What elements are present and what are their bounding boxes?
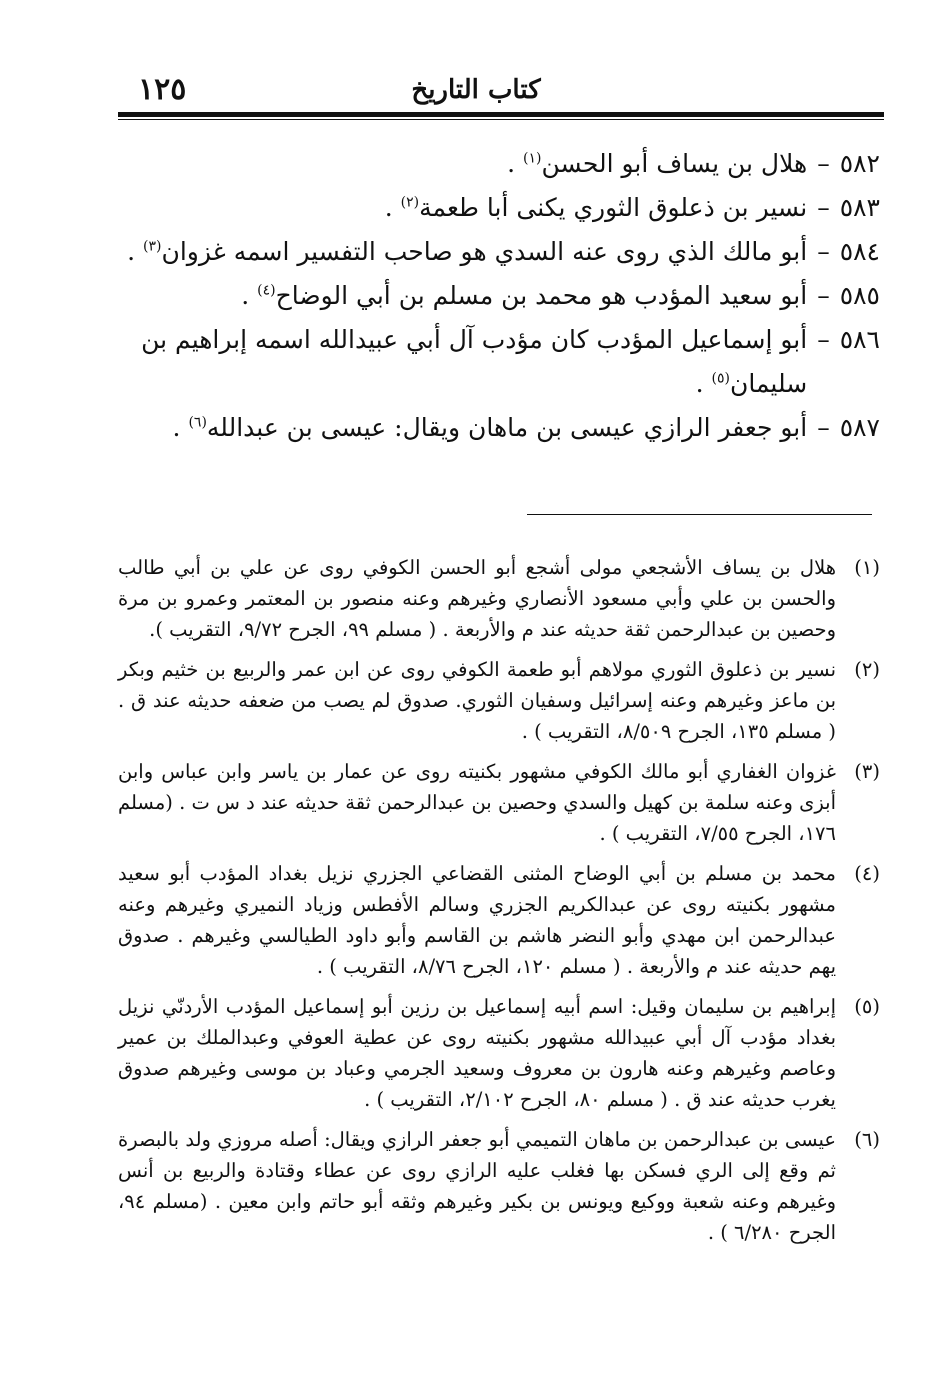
entry-586 (118, 318, 880, 406)
footnote-text: نسير بن ذعلوق الثوري مولاهم أبو طعمة الكوفي روى عن ابن عمر والربيع بن خثيم وبكر بن ماعز وغيرهم وعنه إسرائيل وسفيان الثوري. صدوق لم يصب من ضعفه حديثه عند ق . ( مسلم ١٣٥، الجرح ٨/٥٠٩، التقريب ) . (118, 658, 836, 743)
page-number: ١٢٥ (138, 72, 187, 107)
footnote-ref[interactable]: (٤) (257, 282, 276, 299)
footnote-6 (118, 1124, 880, 1248)
entry-number: ٥٨٢ (839, 149, 880, 178)
entries-list (118, 142, 880, 450)
footnote-ref[interactable]: (٦) (188, 414, 207, 431)
entry-587 (118, 406, 880, 450)
footnote-marker: (٥) (854, 995, 880, 1018)
footnote-separator (527, 514, 872, 515)
footnote-ref[interactable]: (٣) (143, 238, 162, 255)
entry-dash: – (817, 281, 830, 310)
footnote-text: إبراهيم بن سليمان وقيل: اسم أبيه إسماعيل بن رزين أبو إسماعيل المؤدب الأردنّي نزيل بغداد مؤدب آل أبي عبيدالله مشهور بكنيته روى عن عطية العوفي وعبدالملك بن عمير وعاصم وغيرهم وعنه هارون بن معروف وسعيد الجرمي وعباد بن موسى وغيرهم صدوق يغرب حديثه عند ق . ( مسلم ٨٠، الجرح ٢/١٠٢، التقريب ) . (118, 995, 836, 1111)
footnote-text: غزوان الغفاري أبو مالك الكوفي مشهور بكنيته روى عن عمار بن ياسر وابن عباس وابن أبزى وعنه سلمة بن كهيل والسدي وحصين بن عبدالرحمن ثقة حديثه عند د س ت . (مسلم ١٧٦، الجرح ٧/٥٥، التقريب ) . (118, 760, 836, 845)
entry-585 (118, 274, 880, 318)
footnote-marker: (٢) (854, 658, 880, 681)
entry-text: أبو جعفر الرازي عيسى بن ماهان ويقال: عيسى بن عبدالله$^{(٦)}$ . (172, 413, 808, 442)
entry-582 (118, 142, 880, 186)
entry-583 (118, 186, 880, 230)
entry-number: ٥٨٤ (839, 237, 880, 266)
footnote-ref[interactable]: (٥) (711, 370, 730, 387)
entry-text: أبو إسماعيل المؤدب كان مؤدب آل أبي عبيدالله اسمه إبراهيم بن سليمان$^{(٥)}$ . (141, 325, 808, 398)
entry-dash: – (817, 193, 830, 222)
running-title: كتاب التاريخ (411, 75, 541, 105)
entry-dash: – (817, 149, 830, 178)
entry-number: ٥٨٥ (839, 281, 880, 310)
footnote-4 (118, 858, 880, 982)
footnote-text: هلال بن يساف الأشجعي مولى أشجع أبو الحسن الكوفي روى عن علي بن أبي طالب والحسن بن علي وأبي مسعود الأنصاري وغيرهم وعنه منصور بن المعتمر وعمرو بن مرة وحصين بن عبدالرحمن ثقة حديثه عند م والأربعة . ( مسلم ٩٩، الجرح ٩/٧٢، التقريب ). (118, 556, 836, 641)
footnote-marker: (٤) (854, 862, 880, 885)
entry-text: أبو مالك الذي روى عنه السدي هو صاحب التفسير اسمه غزوان$^{(٣)}$ . (127, 237, 808, 266)
footnote-marker: (٦) (854, 1128, 880, 1151)
footnote-2 (118, 654, 880, 747)
page-header (118, 70, 834, 110)
entry-number: ٥٨٧ (839, 413, 880, 442)
entry-text: نسير بن ذعلوق الثوري يكنى أبا طعمة$^{(٢)}$ . (384, 193, 808, 222)
entry-dash: – (817, 325, 830, 354)
entry-584 (118, 230, 880, 274)
footnote-marker: (١) (854, 556, 880, 579)
footnote-marker: (٣) (854, 760, 880, 783)
entry-text: هلال بن يساف أبو الحسن$^{(١)}$ . (507, 149, 808, 178)
footnote-text: عيسى بن عبدالرحمن بن ماهان التميمي أبو جعفر الرازي ويقال: أصله مروزي ولد بالبصرة ثم وقع إلى الري فسكن بها فغلب عليه الرازي روى عن عطاء وقتادة والربيع بن أنس وغيرهم وعنه شعبة ووكيع ويونس بن بكير وغيرهم وثقه أبو حاتم وابن معين . (مسلم ٩٤، الجرح ٦/٢٨٠ ) . (118, 1128, 836, 1244)
entry-dash: – (817, 237, 830, 266)
footnote-ref[interactable]: (١) (523, 150, 542, 167)
footnote-3 (118, 756, 880, 849)
footnote-5 (118, 991, 880, 1115)
entry-number: ٥٨٣ (839, 193, 880, 222)
entry-dash: – (817, 413, 830, 442)
entry-number: ٥٨٦ (839, 325, 880, 354)
footnote-1 (118, 552, 880, 645)
footnote-text: محمد بن مسلم بن أبي الوضاح المثنى القضاعي الجزري نزيل بغداد المؤدب أبو سعيد مشهور بكنيته روى عن عبدالكريم الجزري وسالم الأفطس وزياد النميري وغيرهم وعنه عبدالرحمن ابن مهدي وأبو النضر هاشم بن القاسم وأبو داود الطيالسي وغيرهم . صدوق يهم حديثه عند م والأربعة . ( مسلم ١٢٠، الجرح ٨/٧٦، التقريب ) . (118, 862, 836, 978)
footnotes-list (118, 552, 880, 1257)
header-rule (118, 112, 884, 120)
entry-text: أبو سعيد المؤدب هو محمد بن مسلم بن أبي الوضاح$^{(٤)}$ . (241, 281, 808, 310)
footnote-ref[interactable]: (٢) (400, 194, 420, 211)
